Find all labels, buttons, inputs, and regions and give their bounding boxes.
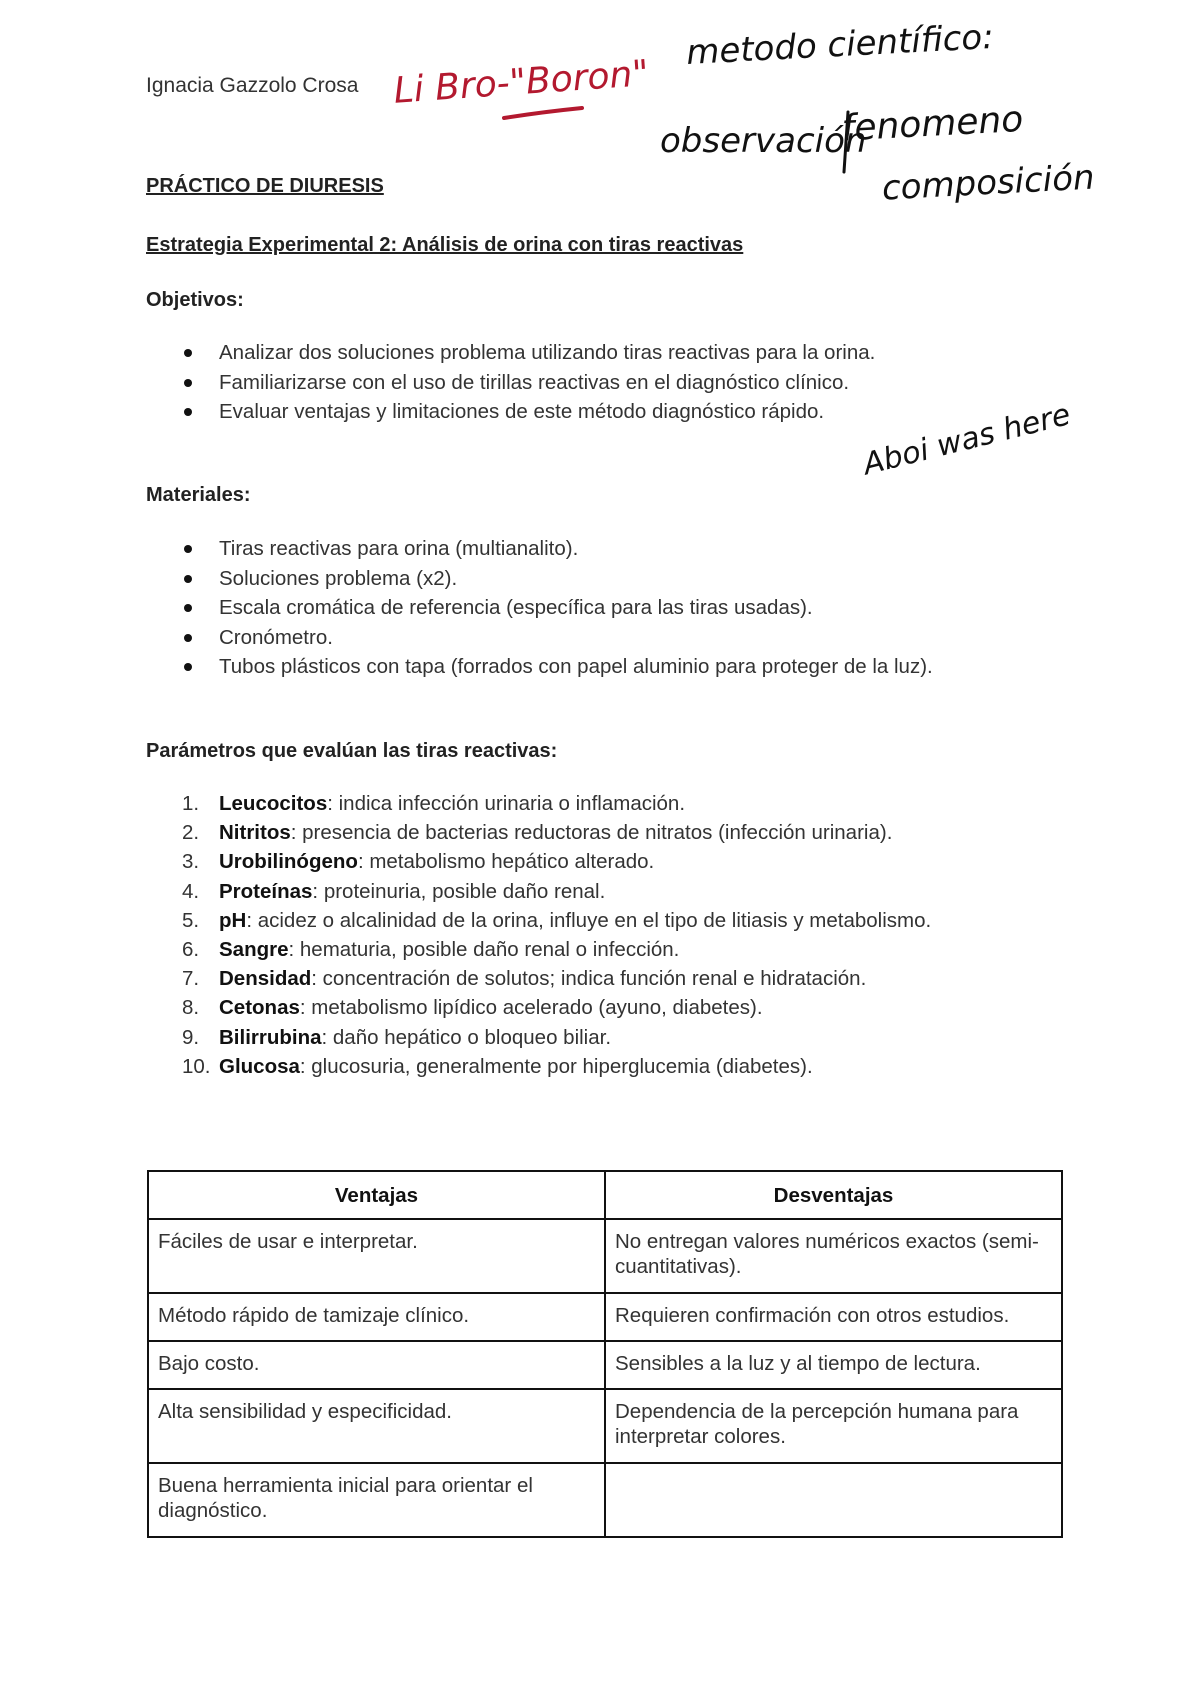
table-cell: Buena herramienta inicial para orientar el diagnóstico. [148, 1463, 605, 1537]
page-subtitle: Estrategia Experimental 2: Análisis de orina con tiras reactivas [146, 234, 744, 256]
item-desc: : concentración de solutos; indica función renal e hidratación. [311, 967, 867, 991]
list-item [146, 935, 931, 964]
item-desc: : glucosuria, generalmente por hiperglucemia (diabetes). [299, 1054, 813, 1078]
composicion-text: composición [881, 157, 1096, 209]
page-title: PRÁCTICO DE DIURESIS [146, 175, 384, 197]
list-item [146, 847, 931, 876]
list-item: Tubos plásticos con tapa (forrados con papel aluminio para proteger de la luz). [146, 652, 933, 682]
list-item: Evaluar ventajas y limitaciones de este método diagnóstico rápido. [146, 397, 875, 427]
list-item [146, 1052, 931, 1081]
item-desc: : metabolismo lipídico acelerado (ayuno, diabetes). [299, 996, 763, 1020]
list-item: Soluciones problema (x2). [146, 564, 933, 594]
item-desc: : indica infección urinaria o inflamación. [327, 792, 686, 815]
item-number: 1. [182, 792, 200, 815]
item-term: Nitritos [219, 821, 291, 845]
table-cell: Bajo costo. [148, 1341, 605, 1389]
table-cell: Sensibles a la luz y al tiempo de lectura. [605, 1341, 1062, 1389]
item-desc: : proteinuria, posible daño renal. [312, 879, 606, 903]
parametros-list [146, 789, 931, 1081]
item-term: Proteínas [219, 879, 313, 903]
list-item [146, 818, 931, 847]
header-desventajas: Desventajas [605, 1171, 1062, 1219]
item-term: Glucosa [219, 1054, 300, 1078]
list-item [146, 964, 931, 993]
list-item: Analizar dos soluciones problema utilizando tiras reactivas para la orina. [146, 338, 875, 368]
handwritten-composicion-annotation [880, 155, 1096, 215]
list-item: Escala cromática de referencia (específica para las tiras usadas). [146, 593, 933, 623]
list-item: Familiarizarse con el uso de tirillas reactivas en el diagnóstico clínico. [146, 368, 875, 398]
metodo-text: metodo científico: [685, 16, 995, 74]
libro-text: Li Bro-"Boron" [392, 53, 651, 112]
item-number: 3. [182, 850, 200, 874]
table-row [148, 1389, 1062, 1463]
table-cell: Requieren confirmación con otros estudios. [605, 1293, 1062, 1341]
table-cell: Alta sensibilidad y especificidad. [148, 1389, 605, 1463]
table-cell: No entregan valores numéricos exactos (semi-cuantitativas). [605, 1219, 1062, 1293]
author-name: Ignacia Gazzolo Crosa [146, 74, 359, 97]
table-header-row [148, 1171, 1062, 1219]
item-term: pH [219, 908, 247, 932]
item-number: 8. [182, 996, 200, 1020]
observacion-text: observación [660, 121, 867, 161]
list-item: Cronómetro. [146, 623, 933, 653]
table-cell: Método rápido de tamizaje clínico. [148, 1293, 605, 1341]
item-number: 4. [182, 879, 200, 903]
item-term: Leucocitos [219, 792, 328, 815]
table-row [148, 1219, 1062, 1293]
item-desc: : hematuria, posible daño renal o infección. [288, 938, 680, 962]
table-cell [605, 1463, 1062, 1537]
item-term: Bilirrubina [219, 1025, 322, 1049]
list-item [146, 906, 931, 935]
list-item [146, 789, 931, 818]
item-term: Urobilinógeno [219, 850, 358, 874]
item-desc: : daño hepático o bloqueo biliar. [321, 1025, 612, 1049]
item-term: Densidad [219, 967, 312, 991]
handwritten-metodo-annotation [682, 14, 995, 74]
list-item [146, 993, 931, 1022]
handwritten-libro-annotation [392, 50, 651, 130]
item-number: 5. [182, 908, 200, 932]
table-cell: Dependencia de la percepción humana para interpretar colores. [605, 1389, 1062, 1463]
libro-underline [504, 108, 582, 118]
list-item [146, 877, 931, 906]
fenomeno-text: fenomeno [840, 98, 1025, 150]
item-term: Sangre [219, 938, 289, 962]
item-number: 7. [182, 967, 200, 991]
item-desc: : acidez o alcalinidad de la orina, influye en el tipo de litiasis y metabolismo. [246, 908, 932, 932]
header-ventajas: Ventajas [148, 1171, 605, 1219]
ventajas-desventajas-table [147, 1170, 1063, 1538]
parametros-heading: Parámetros que evalúan las tiras reactivas: [146, 740, 558, 762]
item-number: 6. [182, 938, 200, 962]
list-item [146, 1023, 931, 1052]
item-desc: : presencia de bacterias reductoras de nitratos (infección urinaria). [290, 821, 893, 845]
table-cell: Fáciles de usar e interpretar. [148, 1219, 605, 1293]
list-item: Tiras reactivas para orina (multianalito). [146, 534, 933, 564]
item-number: 2. [182, 821, 200, 845]
signature-text: Aboi was here [859, 397, 1075, 483]
objetivos-heading: Objetivos: [146, 289, 244, 311]
materiales-heading: Materiales: [146, 484, 251, 506]
item-term: Cetonas [219, 996, 300, 1020]
table-row [148, 1341, 1062, 1389]
handwritten-observacion-annotation [656, 112, 867, 172]
item-number: 9. [182, 1025, 200, 1049]
item-number: 10. [182, 1054, 211, 1078]
item-desc: : metabolismo hepático alterado. [357, 850, 655, 874]
handwritten-signature [859, 397, 1075, 483]
materiales-list [146, 534, 933, 682]
table-row [148, 1463, 1062, 1537]
objetivos-list [146, 338, 875, 427]
table-row [148, 1293, 1062, 1341]
